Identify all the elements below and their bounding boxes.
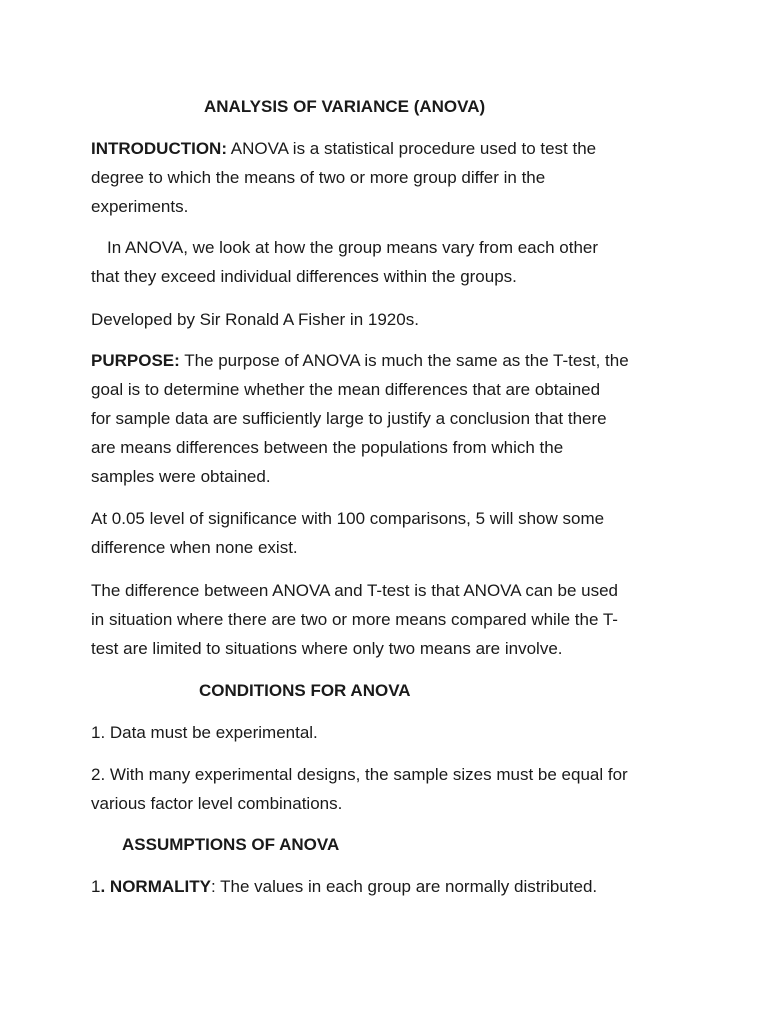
- developed-paragraph: [91, 305, 691, 334]
- difference-paragraph: [91, 576, 691, 663]
- normality-label: . NORMALITY: [100, 877, 211, 896]
- anova-variation-paragraph: [91, 233, 691, 291]
- purpose-paragraph: [91, 346, 691, 491]
- purpose-line-5: samples were obtained.: [91, 467, 271, 486]
- anova-variation-line-1: In ANOVA, we look at how the group means vary from each other: [107, 238, 599, 257]
- purpose-text-1: The purpose of ANOVA is much the same as the T-test, the: [179, 351, 629, 370]
- assumption-1-paragraph: [91, 872, 691, 901]
- significance-paragraph: [91, 504, 691, 562]
- introduction-line-3: experiments.: [91, 197, 189, 216]
- document-title: ANALYSIS OF VARIANCE (ANOVA): [204, 97, 486, 116]
- introduction-label: INTRODUCTION:: [91, 139, 227, 158]
- introduction-paragraph: [91, 134, 691, 221]
- difference-line-1: The difference between ANOVA and T-test is that ANOVA can be used: [91, 581, 619, 600]
- significance-line-2: difference when none exist.: [91, 538, 298, 557]
- assumptions-heading: ASSUMPTIONS OF ANOVA: [122, 835, 340, 854]
- condition-1-line: 1. Data must be experimental.: [91, 723, 318, 742]
- significance-line-1: At 0.05 level of significance with 100 comparisons, 5 will show some: [91, 509, 605, 528]
- developed-line: Developed by Sir Ronald A Fisher in 1920s.: [91, 310, 419, 329]
- assumption-1-line: [91, 872, 691, 901]
- purpose-line-2: goal is to determine whether the mean differences that are obtained: [91, 380, 601, 399]
- assumption-1-text: : The values in each group are normally distributed.: [210, 877, 598, 896]
- purpose-label: PURPOSE:: [91, 351, 180, 370]
- assumption-1-number: 1: [91, 877, 101, 896]
- purpose-line-3: for sample data are sufficiently large to justify a conclusion that there: [91, 409, 607, 428]
- condition-1-paragraph: [91, 718, 691, 747]
- purpose-line-4: are means differences between the populations from which the: [91, 438, 564, 457]
- conditions-heading: CONDITIONS FOR ANOVA: [199, 681, 411, 700]
- anova-variation-line-2: that they exceed individual differences within the groups.: [91, 267, 517, 286]
- condition-2-line-2: various factor level combinations.: [91, 794, 343, 813]
- condition-2-line-1: 2. With many experimental designs, the sample sizes must be equal for: [91, 765, 628, 784]
- introduction-line-1: [91, 134, 691, 163]
- condition-2-paragraph: [91, 760, 691, 818]
- difference-line-3: test are limited to situations where only two means are involve.: [91, 639, 563, 658]
- purpose-line-1: [91, 346, 691, 375]
- introduction-line-2: degree to which the means of two or more group differ in the: [91, 168, 546, 187]
- introduction-text-1: ANOVA is a statistical procedure used to test the: [226, 139, 597, 158]
- difference-line-2: in situation where there are two or more means compared while the T-: [91, 610, 618, 629]
